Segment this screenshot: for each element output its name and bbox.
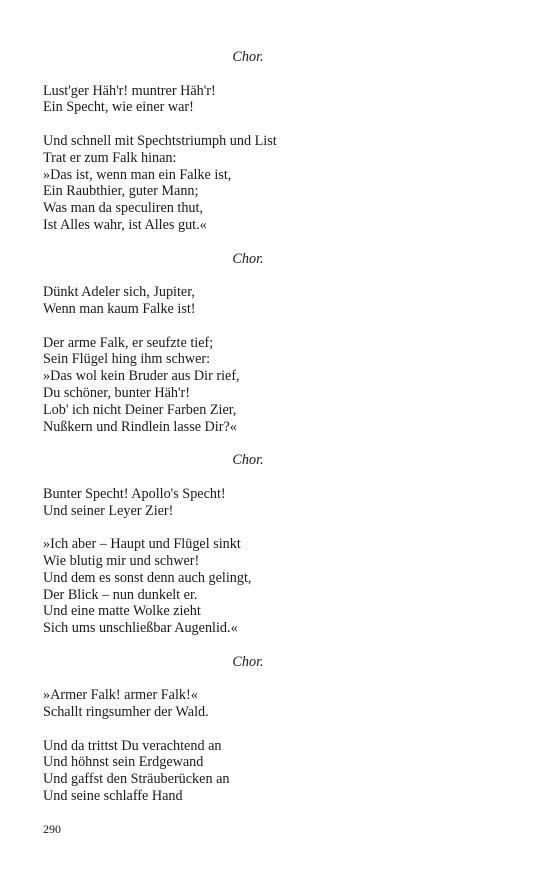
stanza-gap [43,637,503,654]
stanza-gap [43,670,503,687]
stanza-gap [43,519,503,536]
verse-line: »Das wol kein Bruder aus Dir rief, [43,368,240,385]
verse-line: Der Blick – nun dunkelt er. [43,586,198,603]
verse-line: Der arme Falk, er seufzte tief; [43,334,214,351]
verse-line: Lust'ger Häh'r! muntrer Häh'r! [43,82,216,99]
stanza-gap [43,267,503,284]
verse-line: Und gaffst den Sträuberücken an [43,771,230,788]
verse-line: Schallt ringsumher der Wald. [43,704,209,721]
verse-line: Was man da speculiren thut, [43,200,203,217]
verse-line: Du schöner, bunter Häh'r! [43,384,190,401]
verse-line: Sein Flügel hing ihm schwer: [43,351,211,368]
verse-line: Und eine matte Wolke zieht [43,603,201,620]
chorus-heading: Chor. [232,250,264,267]
chorus-heading: Chor. [232,653,264,670]
verse-line: Sich ums unschließbar Augenlid.« [43,620,238,637]
page-number: 290 [43,822,61,836]
verse-line: Ein Raubthier, guter Mann; [43,183,199,200]
verse-line: Ist Alles wahr, ist Alles gut.« [43,216,207,233]
verse-line: Bunter Specht! Apollo's Specht! [43,485,226,502]
verse-line: Ein Specht, wie einer war! [43,99,194,116]
chorus-heading: Chor. [232,49,264,65]
stanza-gap [43,66,503,83]
verse-line: »Das ist, wenn man ein Falke ist, [43,166,232,183]
stanza-gap [43,116,503,133]
stanza-gap [43,234,503,251]
stanza-gap [43,318,503,335]
verse-line: Nußkern und Rindlein lasse Dir?« [43,418,237,435]
poem-text [43,49,503,805]
verse-line: Trat er zum Falk hinan: [43,149,177,166]
stanza-gap [43,469,503,486]
stanza-gap [43,435,503,452]
verse-line: »Armer Falk! armer Falk!« [43,687,198,704]
verse-line: Und schnell mit Spechtstriumph und List [43,132,277,149]
verse-line: Lob' ich nicht Deiner Farben Zier, [43,401,237,418]
chorus-heading: Chor. [232,452,264,469]
verse-line: Und dem es sonst denn auch gelingt, [43,569,252,586]
verse-line: Dünkt Adeler sich, Jupiter, [43,284,195,301]
verse-line: Und höhnst sein Erdgewand [43,754,204,771]
verse-line: »Ich aber – Haupt und Flügel sinkt [43,536,241,553]
verse-line: Und da trittst Du verachtend an [43,737,222,754]
verse-line: Und seiner Leyer Zier! [43,502,174,519]
verse-line: Wenn man kaum Falke ist! [43,300,196,317]
stanza-gap [43,721,503,738]
verse-line: Und seine schlaffe Hand [43,788,183,805]
verse-line: Wie blutig mir und schwer! [43,552,200,569]
